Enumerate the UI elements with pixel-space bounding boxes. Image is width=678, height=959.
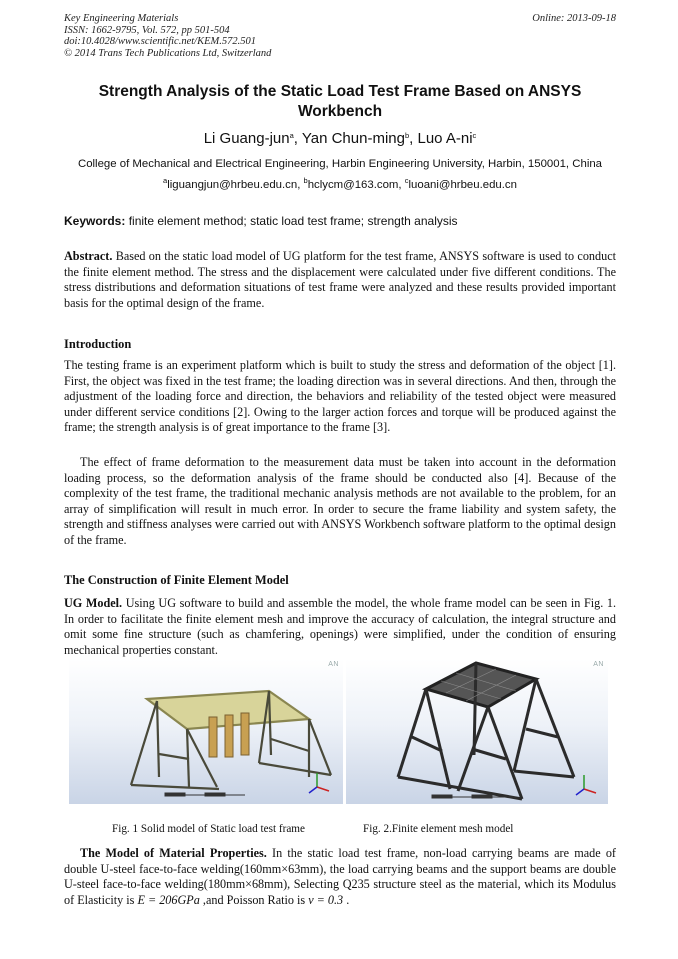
journal-name: Key Engineering Materials [64,13,179,24]
material-end-text: . [343,892,350,907]
solid-frame-illustration [69,659,343,804]
ansys-logo: AN [593,661,604,668]
material-label: The Model of Material Properties. [80,846,267,860]
intro-paragraph-2: The effect of frame deformation to the measurement data must be taken into account in the deformation loading process, so the deformation analysis of the frame should be conducted also [4]. Because of the complexity of the test frame, the traditional mechanic analysis methods are not available to the problem, for an array of simplification will result in much error. In order to secure the frame liability and system safety, the strength and stiffness analyses were carried out with ANSYS Workbench software platform to the optimal design of the frame. [64,455,616,547]
paper-title: Strength Analysis of the Static Load Test Frame Based on ANSYS Workbench [98,83,582,120]
ug-model-label: UG Model. [64,596,123,610]
figure-solid-model [69,659,343,804]
email-sup: a [163,176,168,185]
figure-1-caption: Fig. 1 Solid model of Static load test frame [112,823,305,835]
figure-2-caption: Fig. 2.Finite element mesh model [363,823,514,835]
material-mid-text: ,and Poisson Ratio is [199,892,309,907]
author-sup: a [289,131,294,140]
email-sup: c [404,176,409,185]
author-sup: c [472,131,477,140]
poisson-formula: ν = 0.3 [308,892,344,907]
mesh-frame-illustration [346,659,608,804]
ug-model-paragraph [64,596,616,658]
online-date: Online: 2013-09-18 [532,13,616,24]
material-paragraph [64,846,616,908]
affiliation: College of Mechanical and Electrical Engineering, Harbin Engineering University, Harbin, 150001, China [77,158,603,170]
material-text: In the static load test frame, non-load carrying beams are made of double U-steel face-to-face welding(160mm×63mm), the load carrying beams and the support beams are double U-steel face-to-face welding(180mm×68mm), Selecting Q235 structure steel as the material, which its Modulus of Elasticity is [64,846,616,907]
keywords-label: Keywords: [64,214,126,228]
intro-paragraph-1: The testing frame is an experiment platform which is built to study the stress and deformation of the object [1]. First, the object was fixed in the test frame; the loading direction was in several directions. And then, through the adjustment of the loading force and direction, the behaviors and reliability of the tested object were measured under different service conditions [2]. Owing to the larger action forces and torque will be produced against the frame; the strength analysis is of great importance to the frame [3]. [64,358,616,435]
ansys-logo: AN [328,661,339,668]
email-list: $^a$liguangjun@hrbeu.edu.cn, $^b$hclycm@163.com, $^c$luoani@hrbeu.edu.cn [163,176,517,191]
ug-model-text: Using UG software to build and assemble the model, the whole frame model can be seen in Fig. 1. In order to facilitate the finite element mesh and improve the accuracy of calculation, the integral structure and omit some fine structure (such as chamfering, openings) were simplified, under the condition of ensuring mechanical properties constant. [64,596,617,657]
author-name: Li Guang-jun [203,130,290,147]
abstract [64,249,616,311]
modulus-formula: E = 206GPa [137,892,200,907]
issn-line: ISSN: 1662-9795, Vol. 572, pp 501-504 [64,24,230,36]
email-link[interactable]: luoani@hrbeu.edu.cn [408,179,517,191]
copyright-line: © 2014 Trans Tech Publications Ltd, Switzerland [64,47,272,59]
doi-line[interactable]: doi:10.4028/www.scientific.net/KEM.572.501 [64,36,256,48]
abstract-label: Abstract. [64,249,113,263]
abstract-text: Based on the static load model of UG platform for the test frame, ANSYS software is used to conduct the finite element method. The stress and the displacement were calculated under five different conditions. The stress distributions and deformation situations of test frame were analyzed and these results provided important basis for the optimal design of the frame. [64,249,616,310]
figure-mesh-model [346,659,608,804]
keywords [64,214,616,229]
section-heading-introduction: Introduction [64,337,132,351]
author-sup: b [404,131,410,140]
keywords-text: finite element method; static load test frame; strength analysis [125,214,458,228]
author-name: Luo A-ni [417,130,473,147]
email-link[interactable]: liguangjun@hrbeu.edu.cn [167,179,298,191]
email-sup: b [303,176,308,185]
section-heading-construction: The Construction of Finite Element Model [64,573,289,587]
journal-header [64,13,616,59]
author-name: Yan Chun-ming [301,130,405,147]
email-link[interactable]: hclycm@163.com [307,179,399,191]
author-list: Li Guang-jun$^a$, Yan Chun-ming$^b$, Luo $A-ni^c$ [203,130,477,147]
